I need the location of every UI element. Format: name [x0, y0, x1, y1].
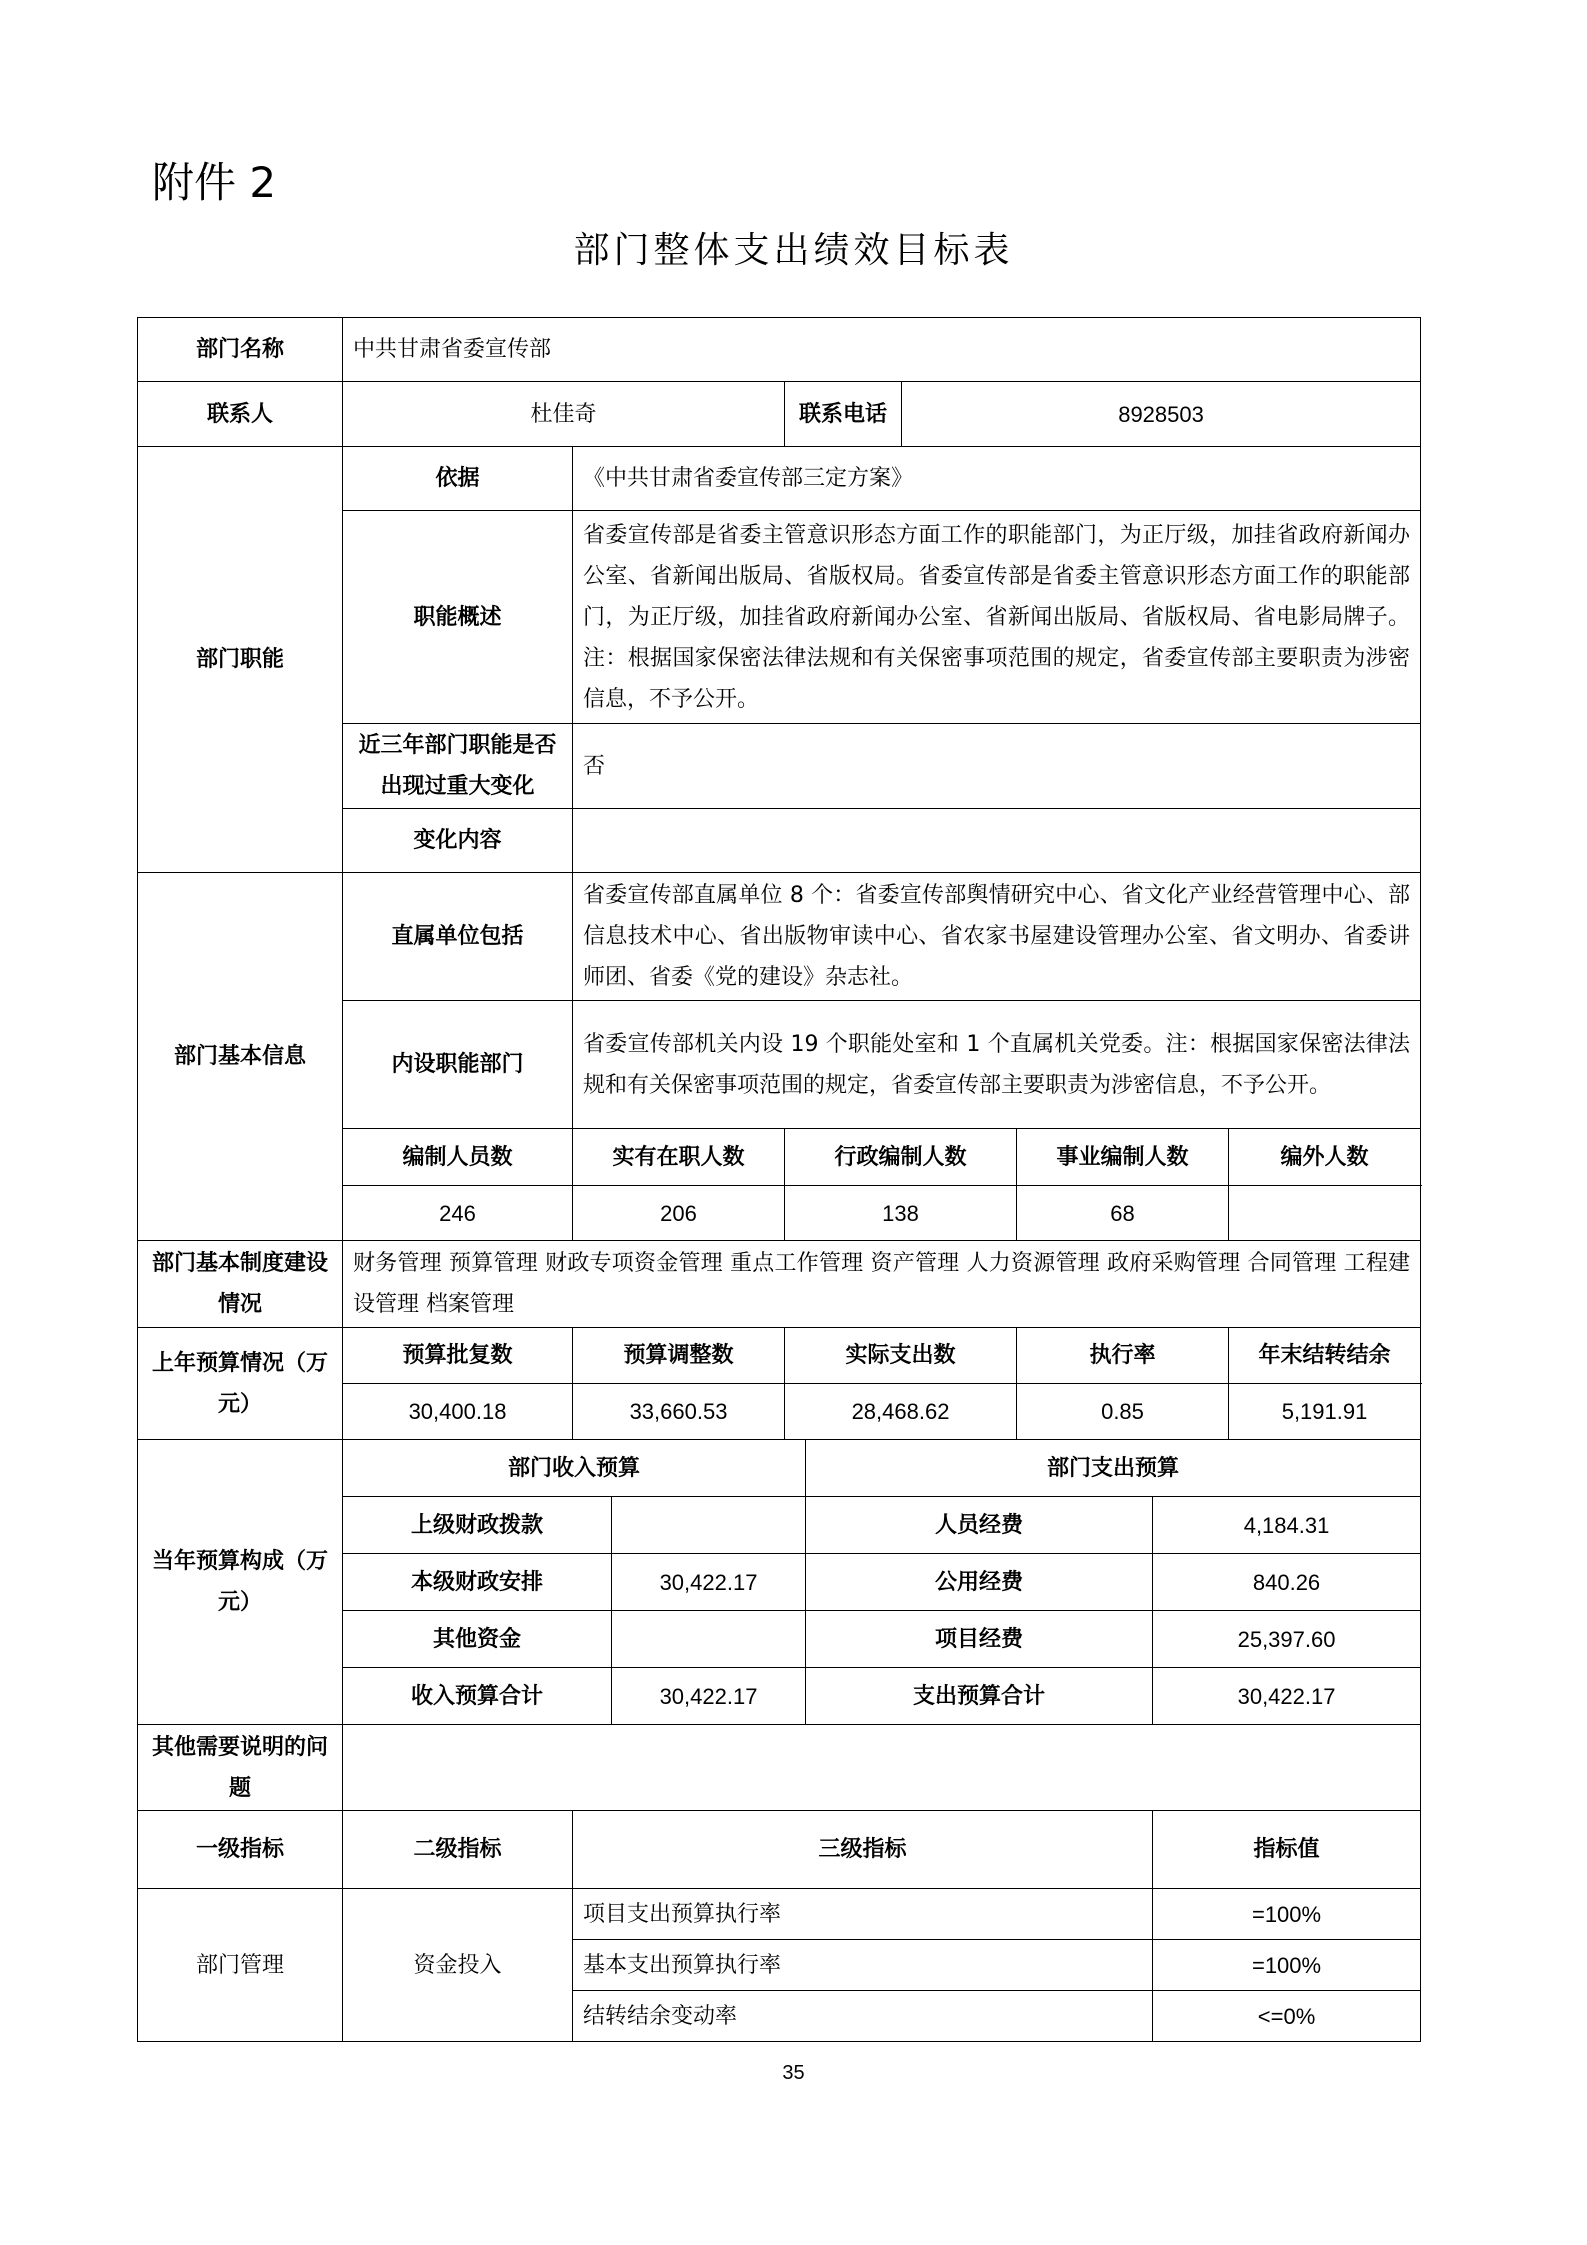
- indicator-value: =100%: [1153, 1940, 1421, 1991]
- expense-value: 4,184.31: [1153, 1497, 1421, 1554]
- overview-value: 省委宣传部是省委主管意识形态方面工作的职能部门，为正厅级，加挂省政府新闻办公室、省新闻出版局、省版权局。省委宣传部是省委主管意识形态方面工作的职能部门，为正厅级，加挂省政府新闻办公室、省新闻出版局、省版权局、省电影局牌子。注：根据国家保密法律法规和有关保密事项范围的规定，省委宣传部主要职责为涉密信息，不予公开。: [573, 511, 1421, 724]
- contact-phone-label: 联系电话: [785, 382, 902, 447]
- contact-person-label: 联系人: [138, 382, 343, 447]
- last-year-value: 30,400.18: [343, 1384, 573, 1440]
- expense-header: 部门支出预算: [806, 1440, 1421, 1497]
- change-label: 近三年部门职能是否出现过重大变化: [343, 724, 573, 809]
- indicator-name: 结转结余变动率: [573, 1991, 1153, 2042]
- income-value: [612, 1497, 806, 1554]
- current-year-label: 当年预算构成（万元）: [138, 1440, 343, 1725]
- income-value: [612, 1611, 806, 1668]
- income-value: 30,422.17: [612, 1668, 806, 1725]
- last-year-value: 28,468.62: [785, 1384, 1017, 1440]
- indicator-header-level1: 一级指标: [138, 1811, 343, 1889]
- staff-value: 68: [1017, 1186, 1229, 1241]
- expense-label: 公用经费: [806, 1554, 1153, 1611]
- contact-phone-value: 8928503: [902, 382, 1421, 447]
- last-year-value: 33,660.53: [573, 1384, 785, 1440]
- basis-value: 《中共甘肃省委宣传部三定方案》: [573, 447, 1421, 511]
- staff-value: 206: [573, 1186, 785, 1241]
- dept-name-value: 中共甘肃省委宣传部: [343, 318, 1421, 382]
- indicator-level1: 部门管理: [138, 1889, 343, 2042]
- last-year-label: 上年预算情况（万元）: [138, 1328, 343, 1440]
- indicator-name: 基本支出预算执行率: [573, 1940, 1153, 1991]
- staff-header: 编外人数: [1229, 1129, 1421, 1186]
- expense-value: 25,397.60: [1153, 1611, 1421, 1668]
- indicator-header-value: 指标值: [1153, 1811, 1421, 1889]
- last-year-header: 预算批复数: [343, 1328, 573, 1384]
- expense-label: 项目经费: [806, 1611, 1153, 1668]
- indicator-level2: 资金投入: [343, 1889, 573, 2042]
- staff-header: 行政编制人数: [785, 1129, 1017, 1186]
- income-label: 上级财政拨款: [343, 1497, 612, 1554]
- last-year-header: 执行率: [1017, 1328, 1229, 1384]
- last-year-value: 0.85: [1017, 1384, 1229, 1440]
- staff-header: 事业编制人数: [1017, 1129, 1229, 1186]
- performance-table: [137, 317, 1421, 2042]
- staff-value: 246: [343, 1186, 573, 1241]
- indicator-value: =100%: [1153, 1889, 1421, 1940]
- page-title: 部门整体支出绩效目标表: [573, 230, 1014, 271]
- last-year-value: 5,191.91: [1229, 1384, 1421, 1440]
- income-header: 部门收入预算: [343, 1440, 806, 1497]
- system-value: 财务管理 预算管理 财政专项资金管理 重点工作管理 资产管理 人力资源管理 政府采购管理 合同管理 工程建设管理 档案管理: [343, 1241, 1421, 1328]
- income-label: 本级财政安排: [343, 1554, 612, 1611]
- units-label: 直属单位包括: [343, 873, 573, 1001]
- change-content-value: [573, 809, 1421, 873]
- indicator-header-level3: 三级指标: [573, 1811, 1153, 1889]
- internal-label: 内设职能部门: [343, 1001, 573, 1129]
- staff-value: [1229, 1186, 1421, 1241]
- income-label: 其他资金: [343, 1611, 612, 1668]
- function-label: 部门职能: [138, 447, 343, 873]
- change-value: 否: [573, 724, 1421, 809]
- system-label: 部门基本制度建设情况: [138, 1241, 343, 1328]
- expense-label: 支出预算合计: [806, 1668, 1153, 1725]
- other-label: 其他需要说明的问题: [138, 1725, 343, 1811]
- attachment-label: 附件 2: [152, 158, 277, 207]
- last-year-header: 预算调整数: [573, 1328, 785, 1384]
- internal-value: 省委宣传部机关内设 19 个职能处室和 1 个直属机关党委。注：根据国家保密法律法规和有关保密事项范围的规定，省委宣传部主要职责为涉密信息，不予公开。: [573, 1001, 1421, 1129]
- dept-name-label: 部门名称: [138, 318, 343, 382]
- last-year-header: 年末结转结余: [1229, 1328, 1421, 1384]
- income-value: 30,422.17: [612, 1554, 806, 1611]
- last-year-header: 实际支出数: [785, 1328, 1017, 1384]
- expense-label: 人员经费: [806, 1497, 1153, 1554]
- basis-label: 依据: [343, 447, 573, 511]
- expense-value: 30,422.17: [1153, 1668, 1421, 1725]
- staff-value: 138: [785, 1186, 1017, 1241]
- change-content-label: 变化内容: [343, 809, 573, 873]
- income-label: 收入预算合计: [343, 1668, 612, 1725]
- units-value: 省委宣传部直属单位 8 个：省委宣传部舆情研究中心、省文化产业经营管理中心、部信息技术中心、省出版物审读中心、省农家书屋建设管理办公室、省文明办、省委讲师团、省委《党的建设》杂志社。: [573, 873, 1421, 1001]
- other-value: [343, 1725, 1421, 1811]
- indicator-name: 项目支出预算执行率: [573, 1889, 1153, 1940]
- contact-person-value: 杜佳奇: [343, 382, 785, 447]
- indicator-header-level2: 二级指标: [343, 1811, 573, 1889]
- page-number: 35: [782, 2062, 805, 2084]
- basic-info-label: 部门基本信息: [138, 873, 343, 1241]
- staff-header: 编制人员数: [343, 1129, 573, 1186]
- overview-label: 职能概述: [343, 511, 573, 724]
- staff-header: 实有在职人数: [573, 1129, 785, 1186]
- indicator-value: <=0%: [1153, 1991, 1421, 2042]
- expense-value: 840.26: [1153, 1554, 1421, 1611]
